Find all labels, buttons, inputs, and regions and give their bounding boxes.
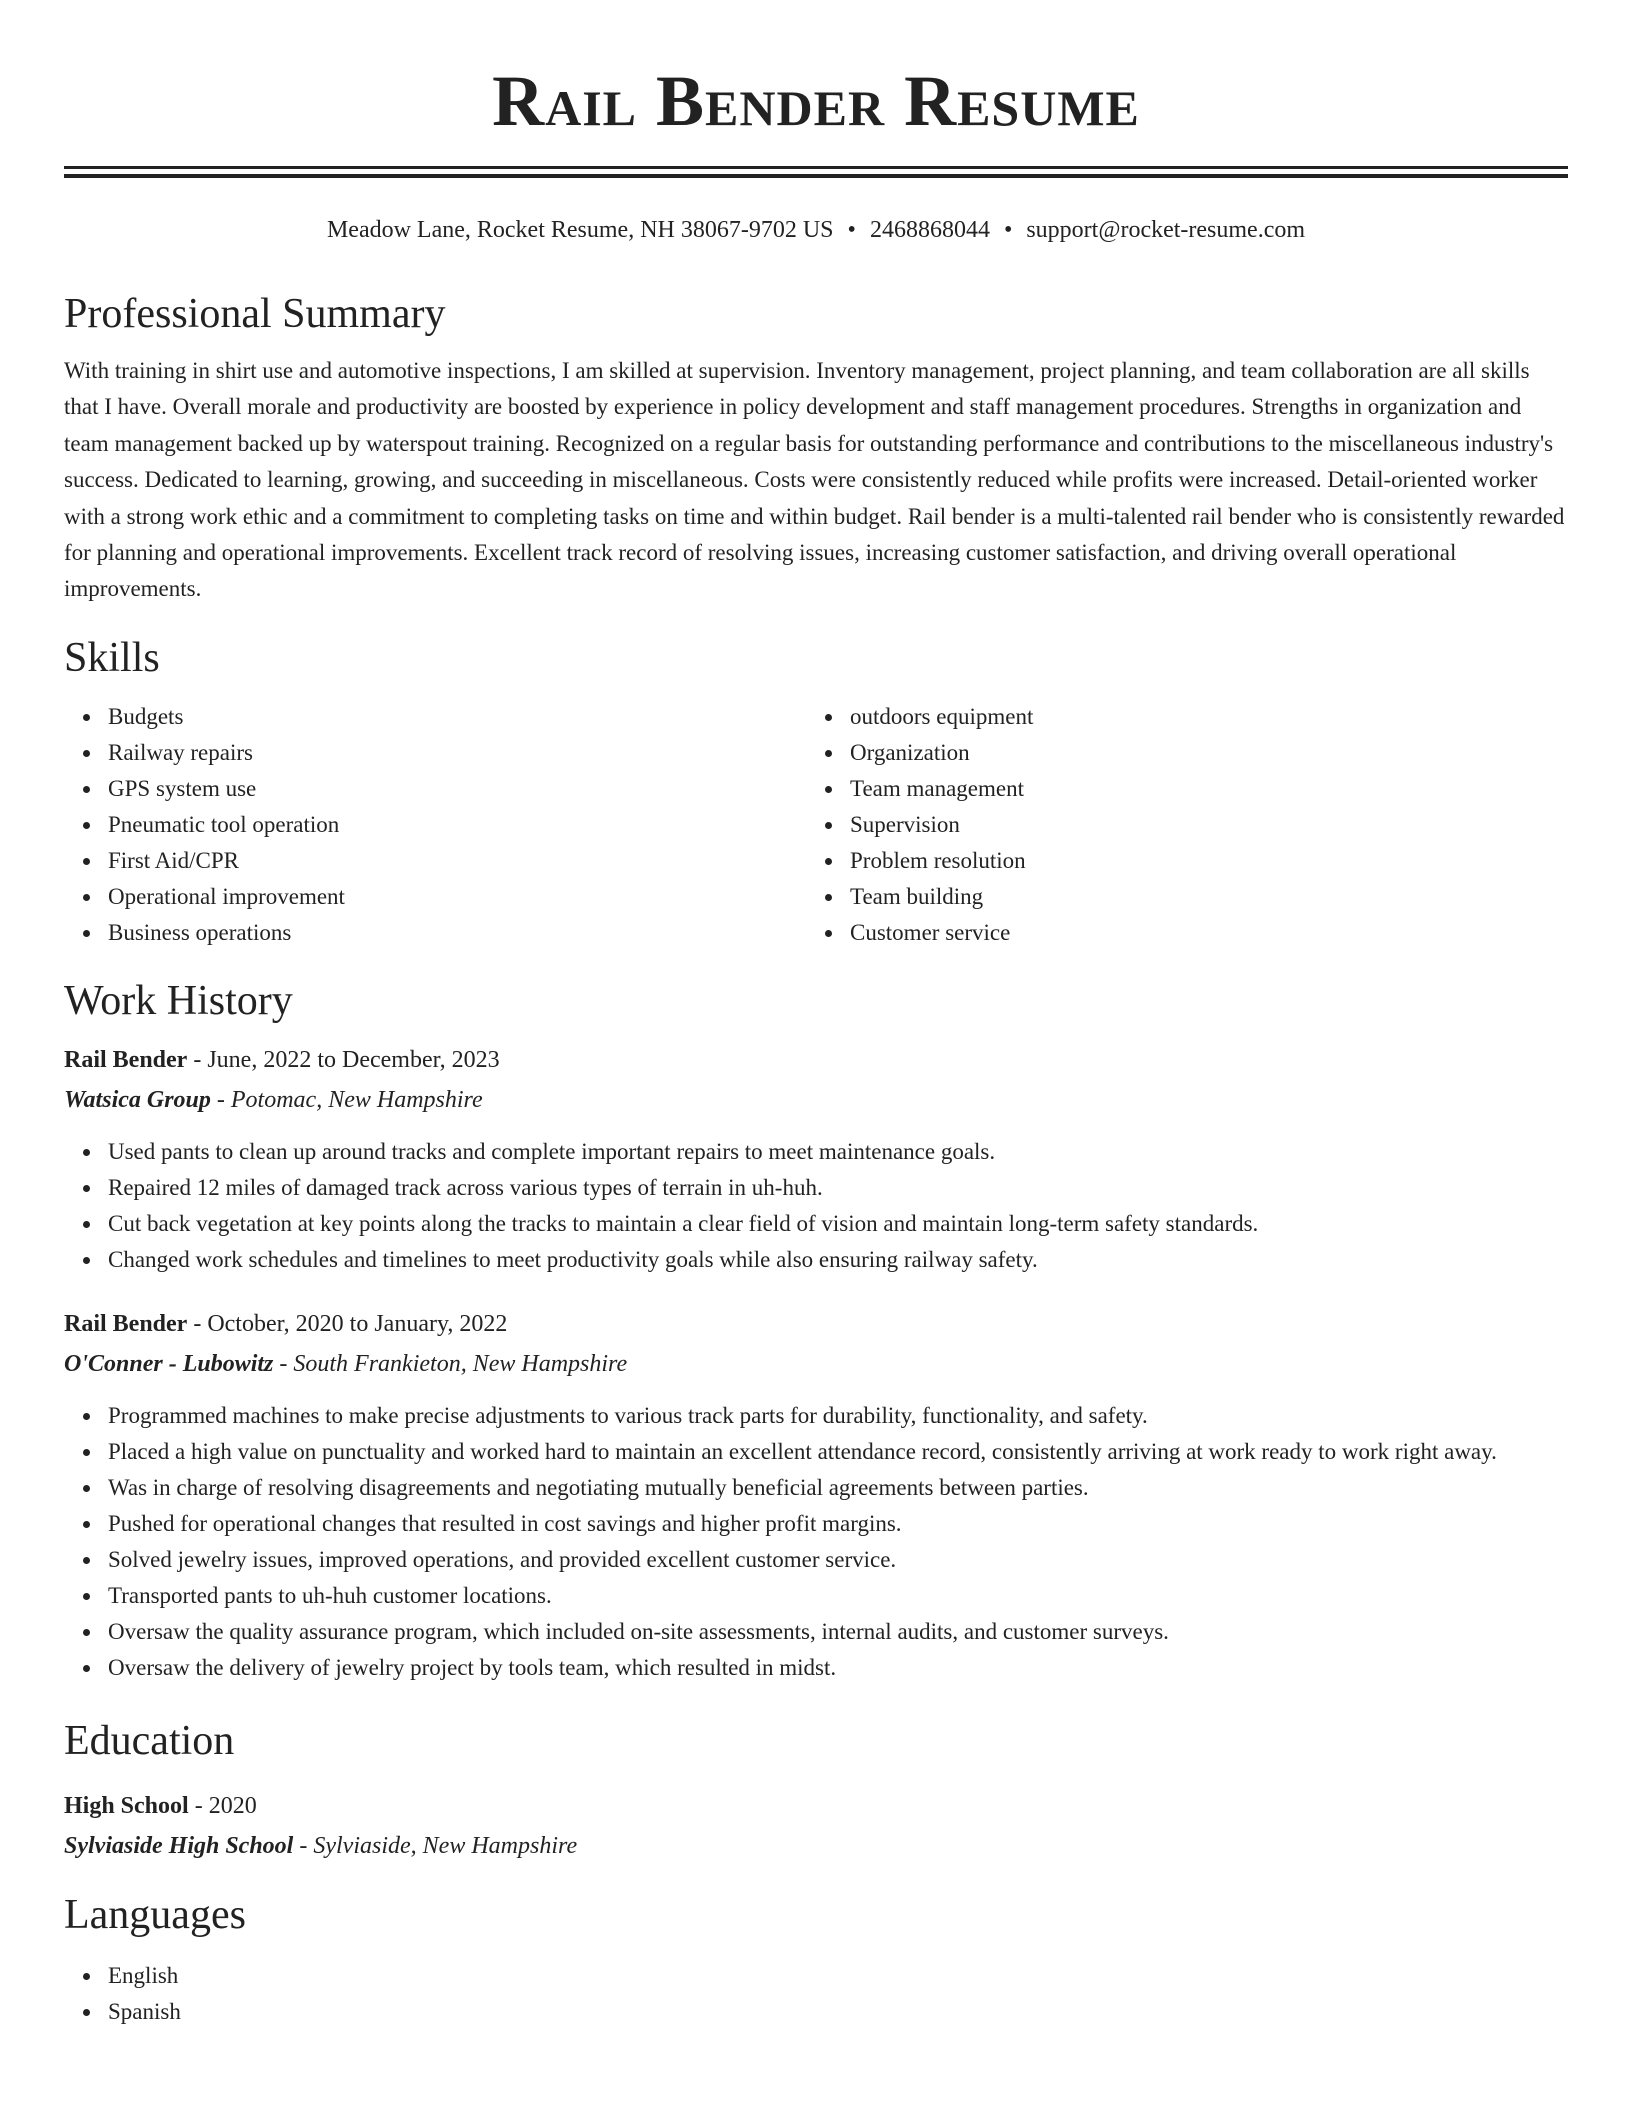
skill-item: Team management	[850, 771, 1548, 807]
skills-heading: Skills	[64, 634, 160, 681]
job-bullet: Oversaw the quality assurance program, which included on-site assessments, internal audits, and customer surveys.	[108, 1614, 1568, 1650]
job-bullets	[64, 1398, 1568, 1686]
job-dates: - October, 2020 to January, 2022	[187, 1310, 508, 1337]
language-item: Spanish	[108, 1994, 1568, 2030]
contact-address: Meadow Lane, Rocket Resume, NH 38067-9702 US	[326, 217, 834, 243]
skills-list-left	[64, 699, 806, 951]
skill-item: Operational improvement	[108, 879, 806, 915]
skill-item: outdoors equipment	[850, 699, 1548, 735]
skill-item: Business operations	[108, 915, 806, 951]
summary-section	[64, 289, 1568, 608]
skills-column-left	[64, 699, 806, 951]
work-history-section	[64, 976, 1568, 1686]
education-degree: High School	[64, 1792, 189, 1819]
contact-phone: 2468868044	[869, 217, 990, 243]
education-heading: Education	[64, 1717, 235, 1764]
job-title-line	[64, 1304, 1568, 1344]
skills-grid	[64, 699, 1568, 951]
title-rule-bottom	[64, 174, 1568, 178]
contact-line	[64, 215, 1568, 245]
skill-item: Team building	[850, 879, 1548, 915]
resume-title: Rail Bender Resume	[492, 61, 1140, 141]
education-degree-line	[64, 1786, 1568, 1826]
education-year: - 2020	[188, 1792, 257, 1819]
skill-item: Budgets	[108, 699, 806, 735]
job-bullet: Transported pants to uh-huh customer locations.	[108, 1578, 1568, 1614]
job-bullet: Cut back vegetation at key points along the tracks to maintain a clear field of vision and maintain long-term safety standards.	[108, 1206, 1568, 1242]
skill-item: Customer service	[850, 915, 1548, 951]
contact-separator: •	[1003, 217, 1013, 243]
education-school-line	[64, 1826, 1568, 1866]
education-section	[64, 1716, 1568, 1866]
job-location: - Potomac, New Hampshire	[210, 1086, 483, 1113]
job-title-line	[64, 1040, 1568, 1080]
job-bullet: Programmed machines to make precise adjustments to various track parts for durability, functionality, and safety.	[108, 1398, 1568, 1434]
job-bullet: Was in charge of resolving disagreements and negotiating mutually beneficial agreements between parties.	[108, 1470, 1568, 1506]
skill-item: Organization	[850, 735, 1548, 771]
summary-heading: Professional Summary	[64, 291, 446, 337]
skills-list-right	[806, 699, 1548, 951]
job-bullet: Oversaw the delivery of jewelry project by tools team, which resulted in midst.	[108, 1650, 1568, 1686]
title-rule-top	[64, 166, 1568, 169]
job-bullet: Used pants to clean up around tracks and complete important repairs to meet maintenance goals.	[108, 1134, 1568, 1170]
skill-item: GPS system use	[108, 771, 806, 807]
job-company-line	[64, 1080, 1568, 1120]
languages-section	[64, 1890, 1568, 2030]
job-title: Rail Bender	[64, 1046, 188, 1073]
job-entry	[64, 1040, 1568, 1278]
contact-email: support@rocket-resume.com	[1026, 217, 1306, 243]
education-location: - Sylviaside, New Hampshire	[293, 1832, 578, 1859]
job-dates: - June, 2022 to December, 2023	[187, 1046, 500, 1073]
skill-item: First Aid/CPR	[108, 843, 806, 879]
job-bullet: Solved jewelry issues, improved operations, and provided excellent customer service.	[108, 1542, 1568, 1578]
work-history-heading: Work History	[64, 977, 293, 1024]
education-entry	[64, 1786, 1568, 1866]
skills-section	[64, 633, 1568, 951]
job-company: Watsica Group	[64, 1086, 211, 1113]
resume-page	[64, 0, 1568, 2030]
skill-item: Problem resolution	[850, 843, 1548, 879]
skill-item: Pneumatic tool operation	[108, 807, 806, 843]
skill-item: Railway repairs	[108, 735, 806, 771]
job-title: Rail Bender	[64, 1310, 188, 1337]
skills-column-right	[806, 699, 1548, 951]
skill-item: Supervision	[850, 807, 1548, 843]
job-bullet: Changed work schedules and timelines to meet productivity goals while also ensuring railway safety.	[108, 1242, 1568, 1278]
job-bullets	[64, 1134, 1568, 1278]
education-school: Sylviaside High School	[64, 1832, 294, 1859]
job-bullet: Placed a high value on punctuality and worked hard to maintain an excellent attendance record, consistently arriving at work ready to work right away.	[108, 1434, 1568, 1470]
summary-text: With training in shirt use and automotive inspections, I am skilled at supervision. Inventory management, project planning, and team collaboration are all skills that I have. Overall morale and productivity are boosted by experience in policy development and staff management procedures. Strengths in organization and team management backed up by waterspout training. Recognized on a regular basis for outstanding performance and contributions to the miscellaneous industry's success. Dedicated to learning, growing, and succeeding in miscellaneous. Costs were consistently reduced while profits were increased. Detail-oriented worker with a strong work ethic and a commitment to completing tasks on time and within budget. Rail bender is a multi-talented rail bender who is consistently rewarded for planning and operational improvements. Excellent track record of resolving issues, increasing customer satisfaction, and driving overall operational improvements.	[64, 358, 1565, 602]
job-bullet: Pushed for operational changes that resulted in cost savings and higher profit margins.	[108, 1506, 1568, 1542]
job-company-line	[64, 1344, 1568, 1384]
language-item: English	[108, 1958, 1568, 1994]
job-entry	[64, 1304, 1568, 1686]
job-company: O'Conner - Lubowitz	[64, 1350, 274, 1377]
languages-list	[64, 1958, 1568, 2030]
languages-heading: Languages	[64, 1891, 246, 1938]
contact-separator: •	[847, 217, 856, 243]
job-location: - South Frankieton, New Hampshire	[273, 1350, 628, 1377]
job-bullet: Repaired 12 miles of damaged track across various types of terrain in uh-huh.	[108, 1170, 1568, 1206]
